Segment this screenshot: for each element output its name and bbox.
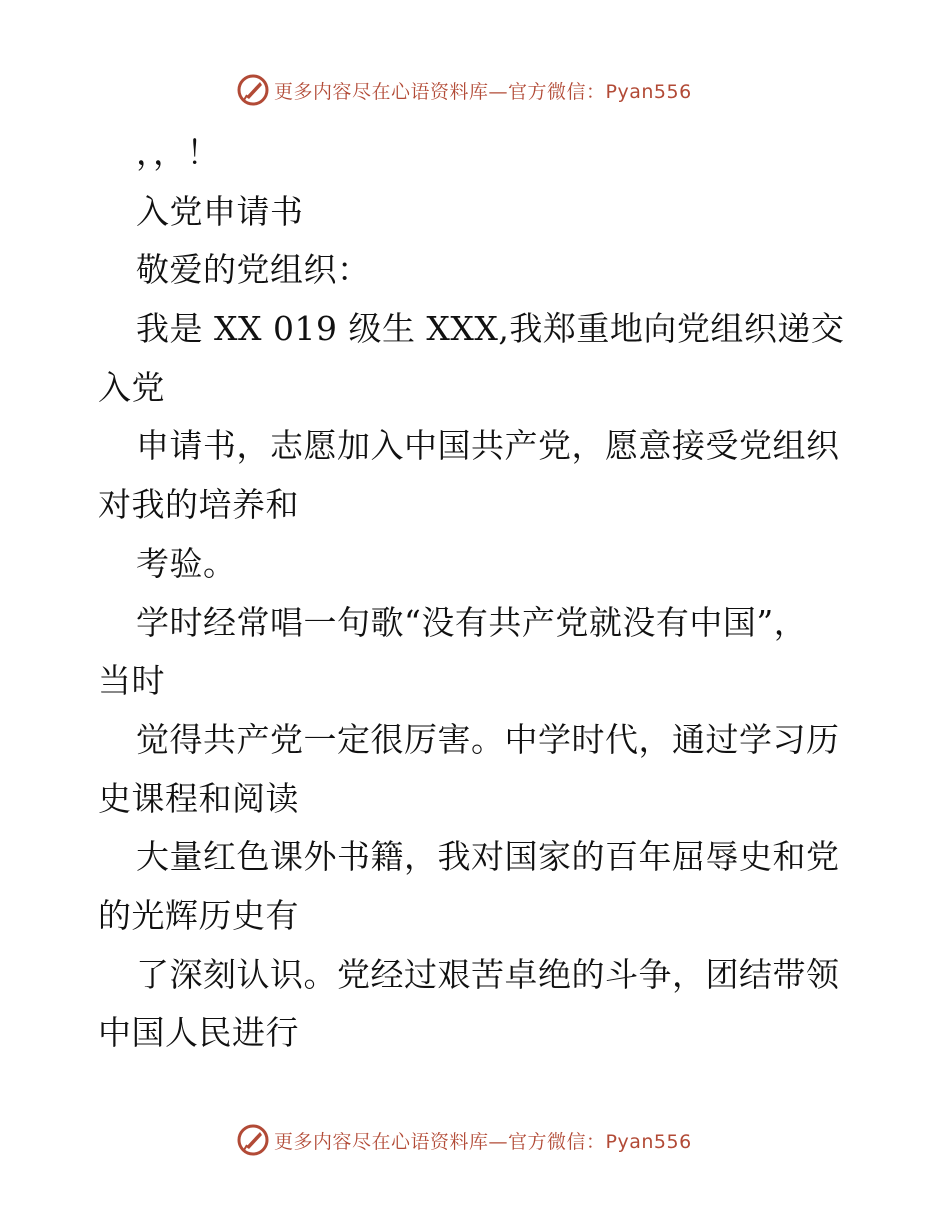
text-line: 的光辉历史有 — [98, 895, 299, 935]
banner-text — [274, 1127, 692, 1154]
banner-wechat-id: Pyan556 — [605, 80, 692, 103]
quill-logo-icon — [236, 1123, 270, 1157]
banner-title: 更多内容尽在心语资料库 — [274, 1130, 489, 1153]
document-title: 入党申请书 — [136, 191, 304, 231]
text-line: 中国人民进行 — [98, 1013, 299, 1053]
salutation: 敬爱的党组织： — [136, 250, 371, 290]
text-line: ，，！ — [136, 133, 220, 172]
text-line: 入党 — [98, 367, 165, 407]
header-banner — [236, 72, 692, 108]
text-line: 当时 — [98, 661, 165, 701]
text-line: 对我的培养和 — [98, 485, 299, 525]
quill-logo-icon — [236, 73, 270, 107]
banner-title: 更多内容尽在心语资料库 — [274, 80, 489, 103]
text-line: 了深刻认识。党经过艰苦卓绝的斗争，团结带领 — [136, 954, 840, 994]
text-line: 大量红色课外书籍，我对国家的百年屈辱史和党 — [136, 837, 840, 877]
banner-suffix: 官方微信： — [508, 1130, 606, 1153]
banner-separator: — — [488, 1130, 509, 1153]
banner-suffix: 官方微信： — [508, 80, 606, 103]
text-line: 史课程和阅读 — [98, 778, 299, 818]
text-line: 我是 XX 019 级生 XXX,我郑重地向党组织递交 — [136, 309, 845, 349]
footer-banner — [236, 1122, 692, 1158]
banner-separator: — — [488, 80, 509, 103]
text-line: 申请书，志愿加入中国共产党，愿意接受党组织 — [136, 426, 840, 466]
text-line: 觉得共产党一定很厉害。中学时代，通过学习历 — [136, 719, 840, 759]
document-body — [98, 124, 858, 1063]
text-line: 考验。 — [136, 543, 237, 583]
text-line: 学时经常唱一句歌“没有共产党就没有中国”， — [136, 602, 808, 642]
banner-wechat-id: Pyan556 — [605, 1130, 692, 1153]
banner-text — [274, 77, 692, 104]
